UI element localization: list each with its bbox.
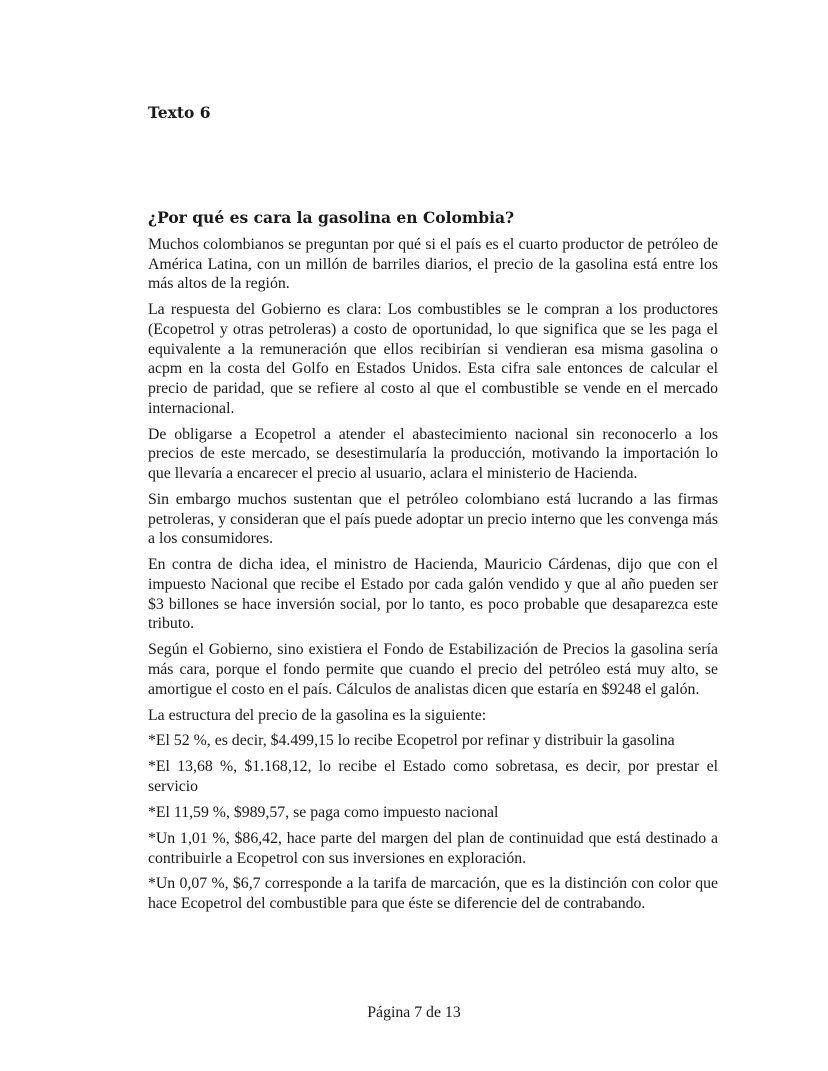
- price-item-continuity-plan: *Un 1,01 %, $86,42, hace parte del margen del plan de continuidad que está destinado a contribuirle a Ecopetrol con sus inversiones en exploración.: [148, 829, 718, 867]
- article: [148, 208, 718, 920]
- paragraph-government-response: La respuesta del Gobierno es clara: Los combustibles se le compran a los productores (Ecopetrol y otras petroleras) a costo de oportunidad, lo que significa que se les paga el equivalente a la remuneración que ellos recibirían si vendieran esa misma gasolina o acpm en la costa del Golfo en Estados Unidos. Esta cifra sale entonces de calcular el precio de paridad, que se refiere al costo al que el combustible se vende en el mercado internacional.: [148, 301, 718, 417]
- price-item-ecopetrol: *El 52 %, es decir, $4.499,15 lo recibe Ecopetrol por refinar y distribuir la gasolina: [148, 732, 675, 750]
- paragraph-intro: Muchos colombianos se preguntan por qué si el país es el cuarto productor de petróleo de América Latina, con un millón de barriles diarios, el precio de la gasolina está entre los más altos de la región.: [148, 236, 718, 293]
- paragraph-criticism: Sin embargo muchos sustentan que el petróleo colombiano está lucrando a las firmas petroleras, y consideran que el país puede adoptar un precio interno que les convenga más a los consumidores.: [148, 491, 718, 548]
- price-item-surcharge: *El 13,68 %, $1.168,12, lo recibe el Estado como sobretasa, es decir, por prestar el servicio: [148, 758, 718, 796]
- paragraph-ecopetrol-obligation: De obligarse a Ecopetrol a atender el abastecimiento nacional sin reconocerlo a los precios de este mercado, se desestimularía la producción, motivando la importación lo que llevaría a encarecer el precio al usuario, aclara el ministerio de Hacienda.: [148, 425, 718, 483]
- price-item-national-tax: *El 11,59 %, $989,57, se paga como impuesto nacional: [148, 803, 499, 821]
- article-title: ¿Por qué es cara la gasolina en Colombia?: [148, 208, 515, 227]
- price-item-marking-fee: *Un 0,07 %, $6,7 corresponde a la tarifa de marcación, que es la distinción con color que hace Ecopetrol del combustible para que éste se diferencie del de contrabando.: [148, 875, 718, 913]
- paragraph-price-structure-intro: La estructura del precio de la gasolina es la siguiente:: [148, 706, 487, 724]
- section-title: Texto 6: [148, 103, 211, 122]
- paragraph-stabilization-fund: Según el Gobierno, sino existiera el Fondo de Estabilización de Precios la gasolina sería más cara, porque el fondo permite que cuando el precio del petróleo está muy alto, se amortigue el costo en el país. Cálculos de analistas dicen que estaría en $9248 el galón.: [148, 641, 718, 698]
- page-number: Página 7 de 13: [367, 1004, 461, 1021]
- paragraph-minister-statement: En contra de dicha idea, el ministro de Hacienda, Mauricio Cárdenas, dijo que con el impuesto Nacional que recibe el Estado por cada galón vendido y que al año pueden ser $3 billones se hace inversión social, por lo tanto, es poco probable que desaparezca este tributo.: [148, 556, 718, 633]
